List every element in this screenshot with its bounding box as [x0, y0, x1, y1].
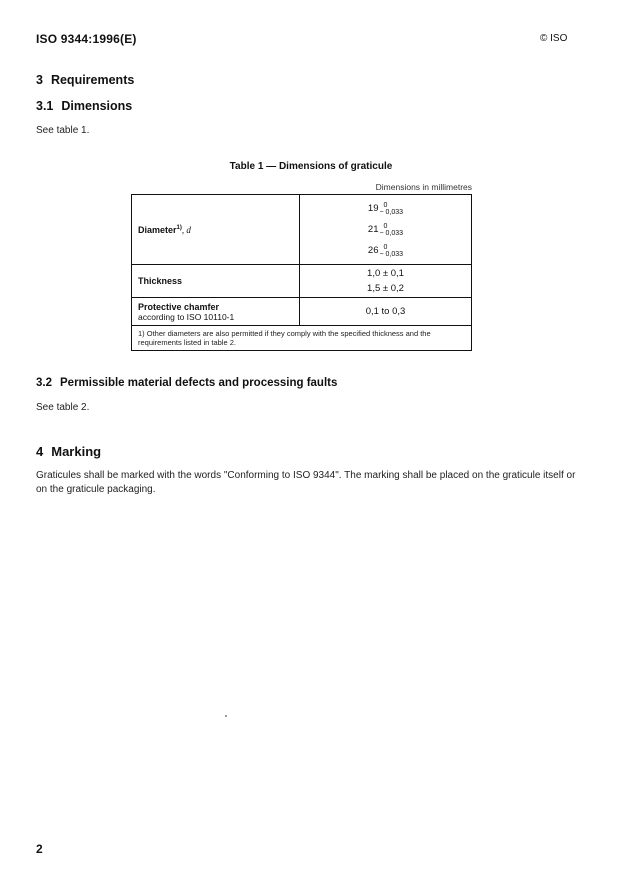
diameter-value: 26 0 − 0,033 — [367, 243, 404, 258]
section-3-2-text: See table 2. — [36, 402, 90, 413]
section-3-1-text: See table 1. — [36, 125, 90, 136]
diameter-symbol: , d — [181, 224, 191, 235]
footnote-ref: 1) — [176, 224, 182, 231]
chamfer-sublabel: according to ISO 10110-1 — [138, 311, 235, 322]
section-3-heading — [36, 73, 134, 87]
section-number: 3.2 — [36, 377, 52, 389]
chamfer-label: Protective chamfer — [138, 301, 220, 312]
table-row-diameter — [132, 195, 472, 265]
copyright-notice: © ISO — [540, 33, 568, 44]
section-4-heading — [36, 444, 101, 459]
chamfer-value: 0,1 to 0,3 — [300, 298, 472, 326]
diameter-label: Diameter — [138, 224, 177, 235]
page-number: 2 — [36, 842, 43, 856]
section-title: Dimensions — [61, 99, 133, 113]
section-number: 3.1 — [36, 99, 54, 113]
document-id: ISO 9344:1996(E) — [36, 32, 137, 46]
section-title: Marking — [51, 444, 102, 459]
chamfer-label-cell — [132, 298, 300, 326]
diameter-values-cell — [300, 195, 472, 265]
section-number: 3 — [36, 73, 43, 87]
thickness-label: Thickness — [132, 265, 300, 298]
thickness-value: 1,0 ± 0,1 — [367, 268, 404, 279]
thickness-value: 1,5 ± 0,2 — [367, 283, 404, 294]
section-title: Requirements — [50, 73, 135, 87]
scan-speck — [225, 715, 227, 717]
dimensions-table — [131, 194, 472, 351]
diameter-value: 21 0 − 0,033 — [367, 222, 404, 237]
table-caption: Table 1 — Dimensions of graticule — [229, 161, 393, 172]
table-row-thickness — [132, 265, 472, 298]
thickness-values-cell — [300, 265, 472, 298]
table-row-chamfer — [132, 298, 472, 326]
section-3-2-heading — [36, 377, 337, 389]
diameter-value: 19 0 − 0,033 — [367, 201, 404, 216]
table-row-footnote — [132, 326, 472, 351]
section-title: Permissible material defects and processing faults — [60, 377, 338, 389]
table-footnote: 1) Other diameters are also permitted if they comply with the specified thickness and the requirements listed in table 2. — [132, 326, 472, 351]
table-units-note: Dimensions in millimetres — [375, 182, 472, 192]
section-number: 4 — [36, 444, 44, 459]
section-4-text: Graticules shall be marked with the words "Conforming to ISO 9344". The marking shall be placed on the graticule itself or on the graticule packaging. — [36, 470, 576, 495]
diameter-label-cell — [132, 195, 300, 265]
section-3-1-heading — [36, 99, 132, 113]
